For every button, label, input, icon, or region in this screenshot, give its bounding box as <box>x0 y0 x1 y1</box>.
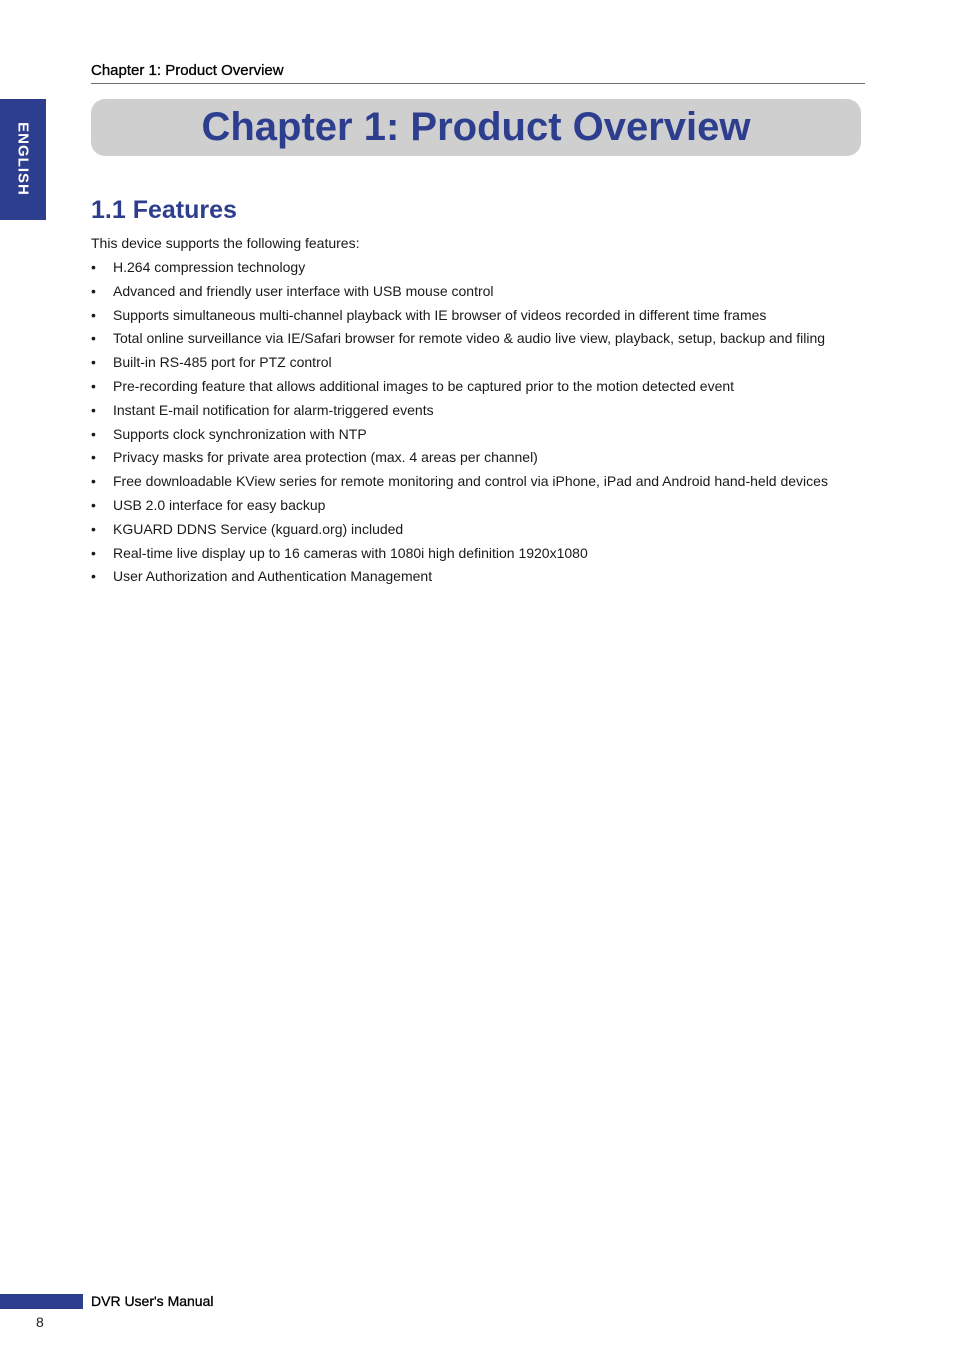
list-item <box>91 543 881 567</box>
bullet-icon: • <box>91 425 96 442</box>
bullet-icon: • <box>91 306 96 323</box>
list-item-text: USB 2.0 interface for easy backup <box>113 496 326 513</box>
list-item <box>91 424 881 448</box>
running-header <box>91 61 865 84</box>
bullet-icon: • <box>91 449 96 466</box>
bullet-icon: • <box>91 330 96 347</box>
section-title: 1.1 Features <box>91 196 237 224</box>
bullet-icon: • <box>91 544 96 561</box>
page-number: 8 <box>36 1314 44 1330</box>
language-tab <box>0 99 46 220</box>
bullet-icon: • <box>91 401 96 418</box>
list-item <box>91 495 881 519</box>
list-item <box>91 281 881 305</box>
bullet-icon: • <box>91 377 96 394</box>
list-item <box>91 376 881 400</box>
list-item-text: Pre-recording feature that allows additional images to be captured prior to the motion detected event <box>113 377 735 394</box>
language-tab-label: ENGLISH <box>14 122 32 196</box>
bullet-icon: • <box>91 496 96 513</box>
list-item-text: User Authorization and Authentication Management <box>113 568 433 585</box>
list-item-text: Built-in RS-485 port for PTZ control <box>113 354 332 371</box>
list-item <box>91 519 881 543</box>
list-item-text: KGUARD DDNS Service (kguard.org) included <box>113 520 404 537</box>
list-item-text: Free downloadable KView series for remote monitoring and control via iPhone, iPad and Android hand-held devices <box>113 473 828 490</box>
list-item-text: Supports simultaneous multi-channel playback with IE browser of videos recorded in different time frames <box>113 306 767 323</box>
list-item <box>91 305 881 329</box>
list-item-text: Real-time live display up to 16 cameras with 1080i high definition 1920x1080 <box>113 544 588 561</box>
list-item <box>91 328 881 352</box>
feature-list <box>91 257 881 590</box>
footer-accent-bar <box>0 1294 83 1309</box>
list-item <box>91 566 881 590</box>
chapter-banner <box>91 99 861 156</box>
bullet-icon: • <box>91 520 96 537</box>
list-item-text: Total online surveillance via IE/Safari browser for remote video & audio live view, playback, setup, backup and filing <box>113 330 826 347</box>
bullet-icon: • <box>91 282 96 299</box>
list-item <box>91 400 881 424</box>
list-item <box>91 447 881 471</box>
list-item-text: Instant E-mail notification for alarm-triggered events <box>113 401 434 418</box>
list-item-text: H.264 compression technology <box>113 259 306 275</box>
running-header-text: Chapter 1: Product Overview <box>91 62 284 79</box>
list-item-text: Supports clock synchronization with NTP <box>113 425 367 442</box>
list-item <box>91 471 881 495</box>
section-intro: This device supports the following features: <box>91 235 360 251</box>
bullet-icon: • <box>91 354 96 371</box>
list-item-text: Advanced and friendly user interface with USB mouse control <box>113 282 494 299</box>
list-item <box>91 352 881 376</box>
list-item <box>91 257 881 281</box>
list-item-text: Privacy masks for private area protection (max. 4 areas per channel) <box>113 449 538 466</box>
footer-manual-title: DVR User's Manual <box>91 1293 214 1309</box>
bullet-icon: • <box>91 259 96 275</box>
bullet-icon: • <box>91 473 96 490</box>
chapter-title: Chapter 1: Product Overview <box>201 105 751 149</box>
bullet-icon: • <box>91 568 96 585</box>
